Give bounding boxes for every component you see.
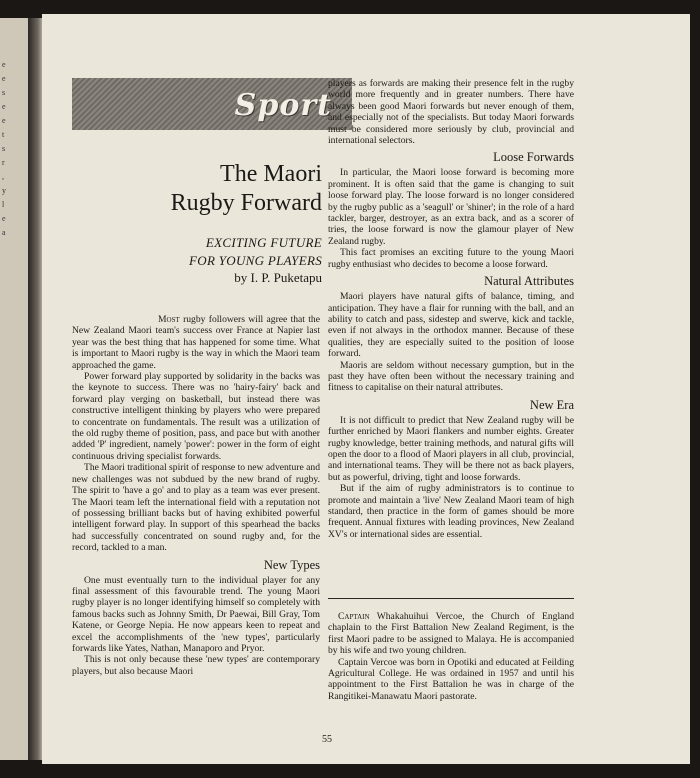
- lead-word: Captain: [338, 611, 370, 622]
- paragraph: This is not only because these 'new types' are contemporary players, but also because Maori: [72, 654, 320, 677]
- edge-char: a: [2, 228, 6, 237]
- article-subtitle: [82, 234, 322, 270]
- edge-char: s: [2, 88, 6, 97]
- section-heading-new-types: New Types: [263, 557, 320, 572]
- edge-char: e: [2, 60, 6, 69]
- edge-char: ,: [2, 172, 4, 181]
- sport-banner: [72, 78, 352, 130]
- subtitle-line-1: EXCITING FUTURE: [205, 235, 322, 250]
- paragraph: Maori players have natural gifts of balance, timing, and anticipation. They have a flair for running with the ball, and an ability to catch and pass, sidestep and swerve, kick and tackle, even if not always in the orthodox manner. Because of these qualities, they are especially suited to the position of loose forward.: [328, 291, 574, 360]
- column-left: [72, 314, 320, 677]
- page-number: 55: [322, 734, 332, 745]
- magazine-page: [42, 14, 690, 764]
- paragraph: In particular, the Maori loose forward is becoming more prominent. It is often said that the game is changing to suit loose forward play. The loose forward is no longer considered by the rugby public as a 'seagull' or 'shiner'; in the role of a hard tackler, barger, destroyer, as an extra back, and as a scorer of tries, the loose forward is now the glamour player of New Zealand rugby.: [328, 167, 574, 247]
- subtitle-line-2: FOR YOUNG PLAYERS: [189, 253, 322, 268]
- paragraph: [72, 314, 320, 371]
- article-author: by I. P. Puketapu: [234, 270, 322, 285]
- paragraph-text: Whakahuihui Vercoe, the Church of England chaplain to the First Battalion New Zealand Regiment, is the first Maori padre to be assigned to Malaya. He is accompanied by his wife and two young children.: [328, 611, 574, 657]
- section-heading-new-era: New Era: [529, 397, 574, 412]
- left-page-edge: [0, 18, 30, 760]
- paragraph: Captain Vercoe was born in Opotiki and educated at Feilding Agricultural College. He was ordained in 1957 and until his appointment to the First Battalion he was in charge of the Rangitikei-Manawatu Maori pastorate.: [328, 656, 574, 702]
- paragraph: [328, 611, 574, 657]
- edge-char: y: [2, 186, 6, 195]
- edge-char: e: [2, 102, 6, 111]
- article-title: [82, 160, 322, 218]
- edge-char: e: [2, 214, 6, 223]
- sidebar-note: [328, 611, 574, 702]
- section-heading-natural-attributes: Natural Attributes: [484, 274, 574, 289]
- edge-char: s: [2, 144, 6, 153]
- paragraph: But if the aim of rugby administrators is to continue to promote and maintain a 'live' New Zealand Maori team of high standard, then practice in the form of games should be more frequent. Annual fixtures with leading provinces, New Zealand XV's or international sides are essential.: [328, 483, 574, 540]
- paragraph: Power forward play supported by solidarity in the backs was the keynote to success. There was no 'hairy-fairy' back and forward play verging on basketball, but instead there was constructive intelligent thinking by players who were prepared to concentrate on fundamentals. The result was a utilization of the old rugby theme of position, pass, and pace but with another added 'P' ingredient, namely 'power': power in the form of eight continuous driving specialist forwards.: [72, 371, 320, 462]
- banner-text: Sport: [234, 88, 332, 123]
- lead-word: Most: [158, 314, 180, 325]
- paragraph-text: rugby followers will agree that the New Zealand Maori team's success over France at Napier last year was the best thing that has happened for some time. What is important to Maori rugby is the way in which the Maori team approached the game.: [72, 314, 320, 371]
- paragraph: It is not difficult to predict that New Zealand rugby will be further enriched by Maori flankers and number eights. Greater rugby knowledge, better training methods, and natural gifts will open the door to a flood of Maori players in all club, provincial, and international teams. They will be there not as back players, but as powerful, driving, tight and loose forwards.: [328, 414, 574, 483]
- edge-char: r: [2, 158, 5, 167]
- column-right: [328, 78, 574, 540]
- edge-char: e: [2, 74, 6, 83]
- paragraph: The Maori traditional spirit of response to new adventure and new challenges was not subdued by the new brand of rugby. The spirit to 'have a go' and to play as a team was ever present. The Maori team left the international field with a reputation not of possessing brilliant backs but of having exhibited powerful intelligent forward play. In support of this spearhead the backs had successfully concentrated on sound rugby and, for the record, tackled to a man.: [72, 462, 320, 554]
- paragraph: Maoris are seldom without necessary gumption, but in the past they have often been without the necessary training and fitness to capitalise on their natural attributes.: [328, 359, 574, 394]
- divider-rule: [328, 598, 574, 599]
- paragraph: players as forwards are making their presence felt in the rugby world more frequently and in greater numbers. There have always been good Maori forwards but never enough of them, and especially not of the specialists. But today Maori forwards must be considered more seriously by club, provincial and international selectors.: [328, 78, 574, 147]
- left-page-edge-text: [2, 58, 14, 240]
- title-line-2: Rugby Forward: [170, 190, 322, 216]
- paragraph: This fact promises an exciting future to the young Maori rugby enthusiast who decides to become a loose forward.: [328, 247, 574, 270]
- title-line-1: The Maori: [220, 161, 322, 187]
- edge-char: e: [2, 116, 6, 125]
- section-heading-loose-forwards: Loose Forwards: [493, 150, 574, 165]
- edge-char: t: [2, 130, 5, 139]
- edge-char: l: [2, 200, 5, 209]
- paragraph: One must eventually turn to the individual player for any final assessment of this favourable trend. The young Maori rugby player is no longer identifying himself so completely with famous backs such as Johnny Smith, Dr Paewai, Bill Gray, Tom Katene, or George Nepia. He now appears keen to repeat and excel the accomplishments of the 'new types', particularly forwards like Yates, Nathan, Manaporo and Pryor.: [72, 574, 320, 654]
